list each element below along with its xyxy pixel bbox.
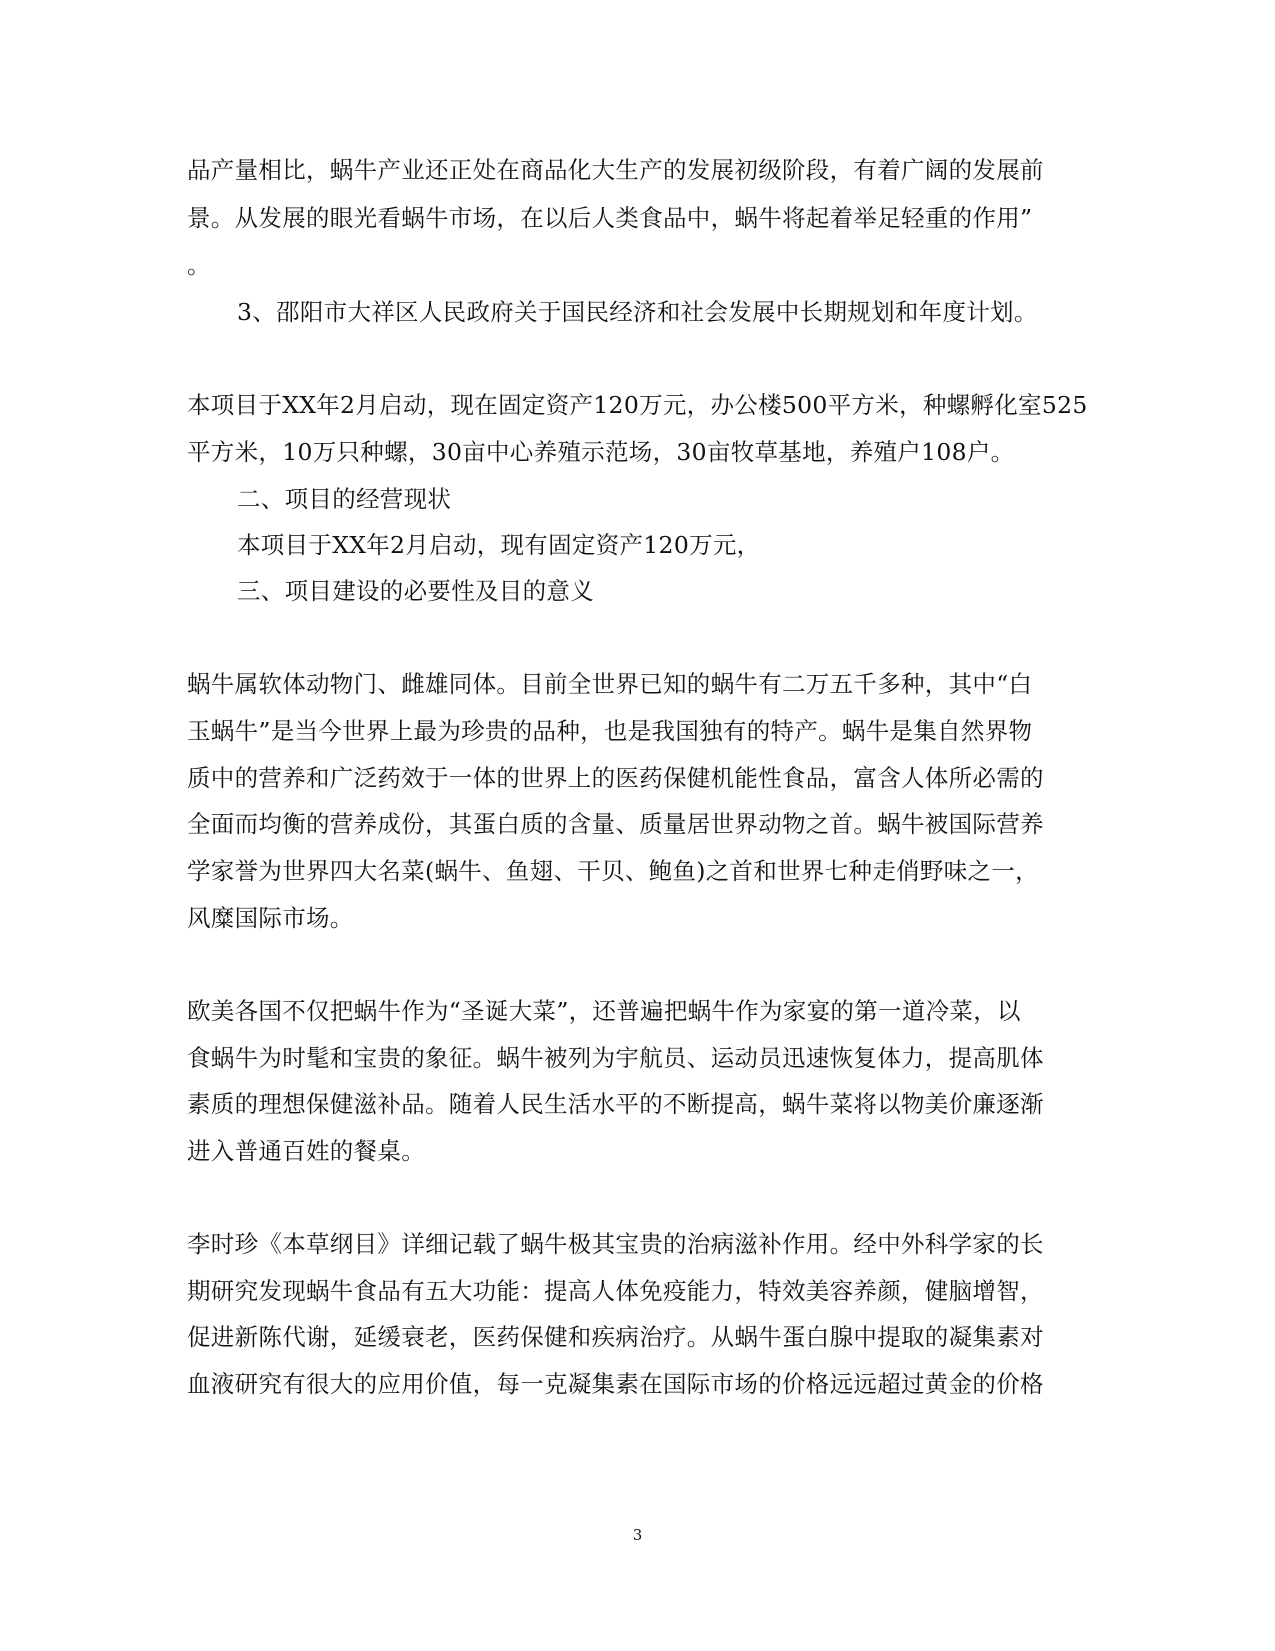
paragraph-line: 景。从发展的眼光看蜗牛市场，在以后人类食品中，蜗牛将起着举足轻重的作用” (187, 204, 1033, 232)
paragraph-line: 本项目于XX年2月启动，现在固定资产120万元，办公楼500平方米，种螺孵化室525 (187, 391, 1088, 419)
paragraph-line: 风糜国际市场。 (187, 904, 354, 932)
paragraph-line: 。 (187, 251, 211, 279)
page-number: 3 (632, 1526, 643, 1544)
paragraph-line: 玉蜗牛”是当今世界上最为珍贵的品种，也是我国独有的特产。蜗牛是集自然界物 (187, 717, 1033, 745)
paragraph-line: 血液研究有很大的应用价值，每一克凝集素在国际市场的价格远远超过黄金的价格 (187, 1370, 1044, 1398)
paragraph-line: 本项目于XX年2月启动，现有固定资产120万元， (237, 531, 761, 559)
list-item: 3、邵阳市大祥区人民政府关于国民经济和社会发展中长期规划和年度计划。 (237, 298, 1038, 326)
paragraph-line: 学家誉为世界四大名菜(蜗牛、鱼翅、干贝、鲍鱼)之首和世界七种走俏野味之一， (187, 857, 1039, 885)
paragraph-line: 进入普通百姓的餐桌。 (187, 1137, 425, 1165)
paragraph-line: 品产量相比，蜗牛产业还正处在商品化大生产的发展初级阶段，有着广阔的发展前 (187, 156, 1044, 184)
paragraph-line: 欧美各国不仅把蜗牛作为“圣诞大菜”，还普遍把蜗牛作为家宴的第一道冷菜，以 (187, 997, 1021, 1025)
paragraph-line: 期研究发现蜗牛食品有五大功能：提高人体免疫能力，特效美容养颜，健脑增智， (187, 1277, 1044, 1305)
paragraph-line: 全面而均衡的营养成份，其蛋白质的含量、质量居世界动物之首。蜗牛被国际营养 (187, 810, 1044, 838)
section-heading: 二、项目的经营现状 (237, 485, 452, 513)
paragraph-line: 李时珍《本草纲目》详细记载了蜗牛极其宝贵的治病滋补作用。经中外科学家的长 (187, 1230, 1044, 1258)
paragraph-line: 质中的营养和广泛药效于一体的世界上的医药保健机能性食品，富含人体所必需的 (187, 764, 1044, 792)
paragraph-line: 食蜗牛为时髦和宝贵的象征。蜗牛被列为宇航员、运动员迅速恢复体力，提高肌体 (187, 1044, 1044, 1072)
paragraph-line: 蜗牛属软体动物门、雌雄同体。目前全世界已知的蜗牛有二万五千多种，其中“白 (187, 670, 1033, 698)
paragraph-line: 素质的理想保健滋补品。随着人民生活水平的不断提高，蜗牛菜将以物美价廉逐渐 (187, 1090, 1044, 1118)
paragraph-line: 平方米，10万只种螺，30亩中心养殖示范场，30亩牧草基地，养殖户108户。 (187, 438, 1015, 466)
paragraph-line: 促进新陈代谢，延缓衰老，医药保健和疾病治疗。从蜗牛蛋白腺中提取的凝集素对 (187, 1323, 1044, 1351)
section-heading: 三、项目建设的必要性及目的意义 (237, 577, 594, 605)
